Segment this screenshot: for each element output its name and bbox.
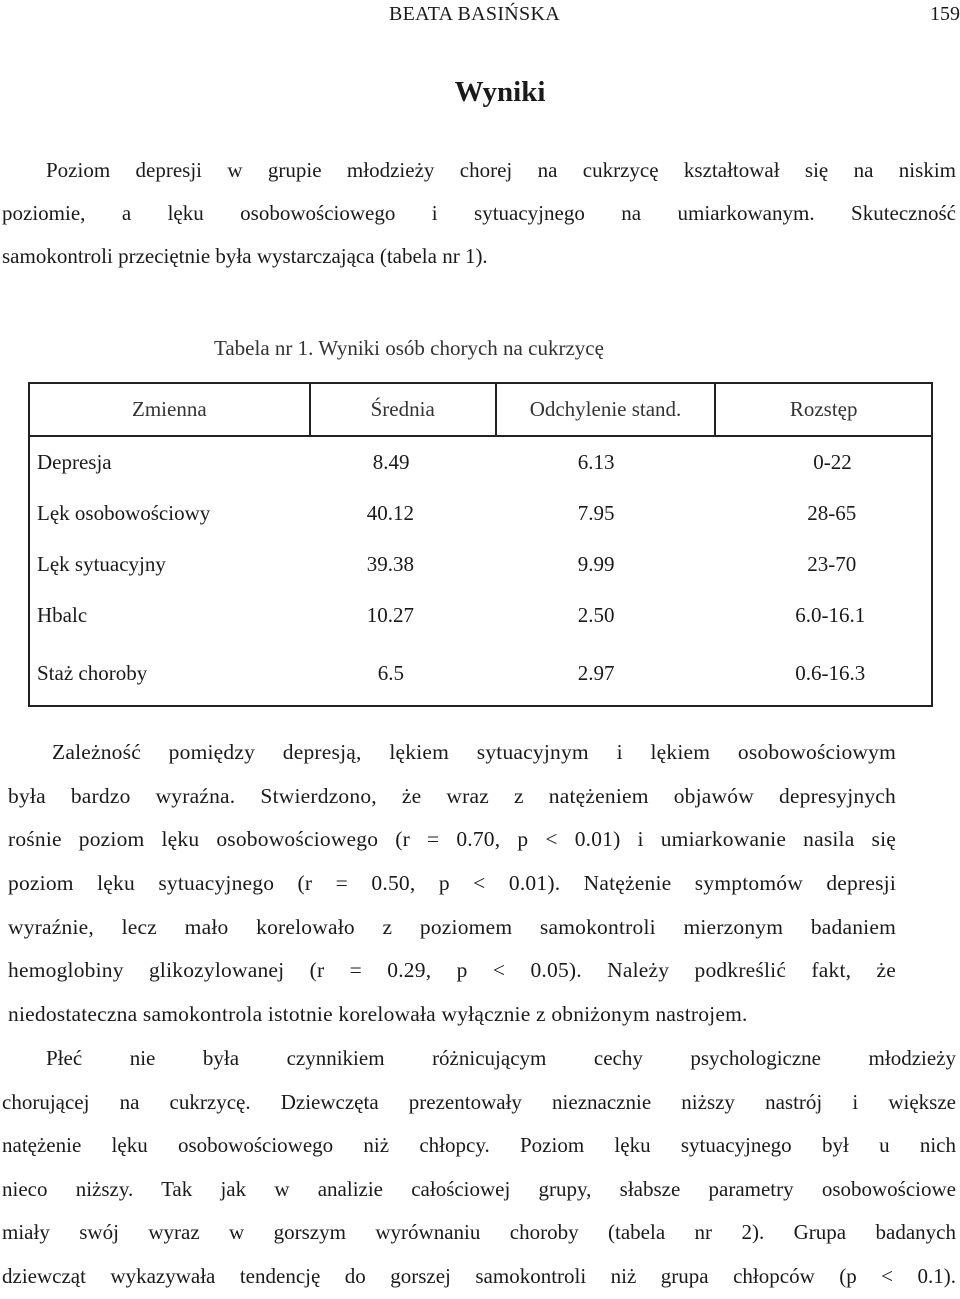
page-number: 159 (930, 3, 960, 25)
paragraph-line: nieco niższy. Tak jak w analizie całościowej grupy, słabsze parametry osobowościowe (2, 1176, 956, 1201)
cell-mean: 40.12 (366, 501, 414, 525)
paragraph-line: hemoglobiny glikozylowanej (r = 0.29, p < 0.05). Należy podkreślić fakt, że (8, 958, 896, 983)
table-row (29, 641, 932, 706)
cell-mean: 10.27 (366, 603, 414, 627)
paragraph-line: poziom lęku sytuacyjnego (r = 0.50, p < 0.01). Natężenie symptomów depresji (8, 871, 896, 896)
paragraph-line: dziewcząt wykazywała tendencję do gorszej samokontroli niż grupa chłopców (p < 0.1). (2, 1263, 956, 1288)
cell-range: 28-65 (807, 501, 857, 525)
table-row (29, 539, 932, 590)
paragraph-line: miały swój wyraz w gorszym wyrównaniu choroby (tabela nr 2). Grupa badanych (2, 1220, 956, 1245)
cell-sd: 9.99 (577, 552, 615, 576)
table-row (29, 436, 932, 488)
paragraph-line: poziomie, a lęku osobowościowego i sytuacyjnego na umiarkowanym. Skuteczność (2, 201, 956, 225)
paragraph-line: niedostateczna samokontrola istotnie korelowała wyłącznie z obniżonym nastrojem. (8, 1002, 748, 1027)
table-row (29, 488, 932, 539)
cell-sd: 2.50 (577, 603, 615, 627)
table-caption: Tabela nr 1. Wyniki osób chorych na cukrzycę (214, 336, 604, 360)
cell-variable: Staż choroby (37, 660, 148, 685)
column-header-mean: Średnia (310, 383, 496, 436)
cell-sd: 2.97 (577, 660, 615, 685)
paragraph-line: chorującej na cukrzycę. Dziewczęta prezentowały nieznacznie niższy nastrój i większe (2, 1089, 956, 1114)
paragraph-line: Płeć nie była czynnikiem różnicującym cechy psychologiczne młodzieży (46, 1046, 956, 1070)
cell-sd: 7.95 (577, 501, 615, 525)
table-header-row (29, 383, 932, 436)
paragraph-results-intro (2, 149, 956, 278)
paragraph-line: Zależność pomiędzy depresją, lękiem sytuacyjnym i lękiem osobowościowym (52, 740, 896, 764)
paragraph-correlations (8, 731, 896, 1037)
cell-range: 0.6-16.3 (795, 660, 866, 685)
cell-mean: 8.49 (372, 450, 410, 474)
cell-range: 0-22 (813, 450, 852, 474)
cell-range: 23-70 (807, 552, 857, 576)
cell-range: 6.0-16.1 (795, 603, 866, 627)
cell-mean: 6.5 (377, 660, 404, 685)
cell-variable: Lęk sytuacyjny (37, 552, 166, 576)
results-table (28, 382, 933, 707)
paragraph-line: była bardzo wyraźna. Stwierdzono, że wraz z natężeniem objawów depresyjnych (8, 783, 896, 808)
section-title: Wyniki (454, 76, 546, 108)
paragraph-line: samokontroli przeciętnie była wystarczająca (tabela nr 1). (2, 244, 488, 268)
paragraph-line: natężenie lęku osobowościowego niż chłopcy. Poziom lęku sytuacyjnego był u nich (2, 1133, 956, 1158)
table-row (29, 590, 932, 641)
cell-mean: 39.38 (366, 552, 414, 576)
paragraph-line: rośnie poziom lęku osobowościowego (r = 0.70, p < 0.01) i umiarkowanie nasila się (8, 827, 896, 852)
paragraph-gender (2, 1037, 956, 1299)
column-header-range: Rozstęp (715, 383, 932, 436)
cell-variable: Depresja (37, 450, 112, 474)
paragraph-line: Poziom depresji w grupie młodzieży chorej na cukrzycę kształtował się na niskim (46, 158, 956, 182)
cell-variable: Hbalc (37, 603, 88, 627)
cell-sd: 6.13 (577, 450, 615, 474)
column-header-sd: Odchylenie stand. (496, 383, 716, 436)
cell-variable: Lęk osobowościowy (37, 501, 211, 525)
column-header-variable: Zmienna (29, 383, 310, 436)
paragraph-line: wyraźnie, lecz mało korelowało z poziomem samokontroli mierzonym badaniem (8, 914, 896, 939)
running-header-author: BEATA BASIŃSKA (389, 3, 560, 25)
